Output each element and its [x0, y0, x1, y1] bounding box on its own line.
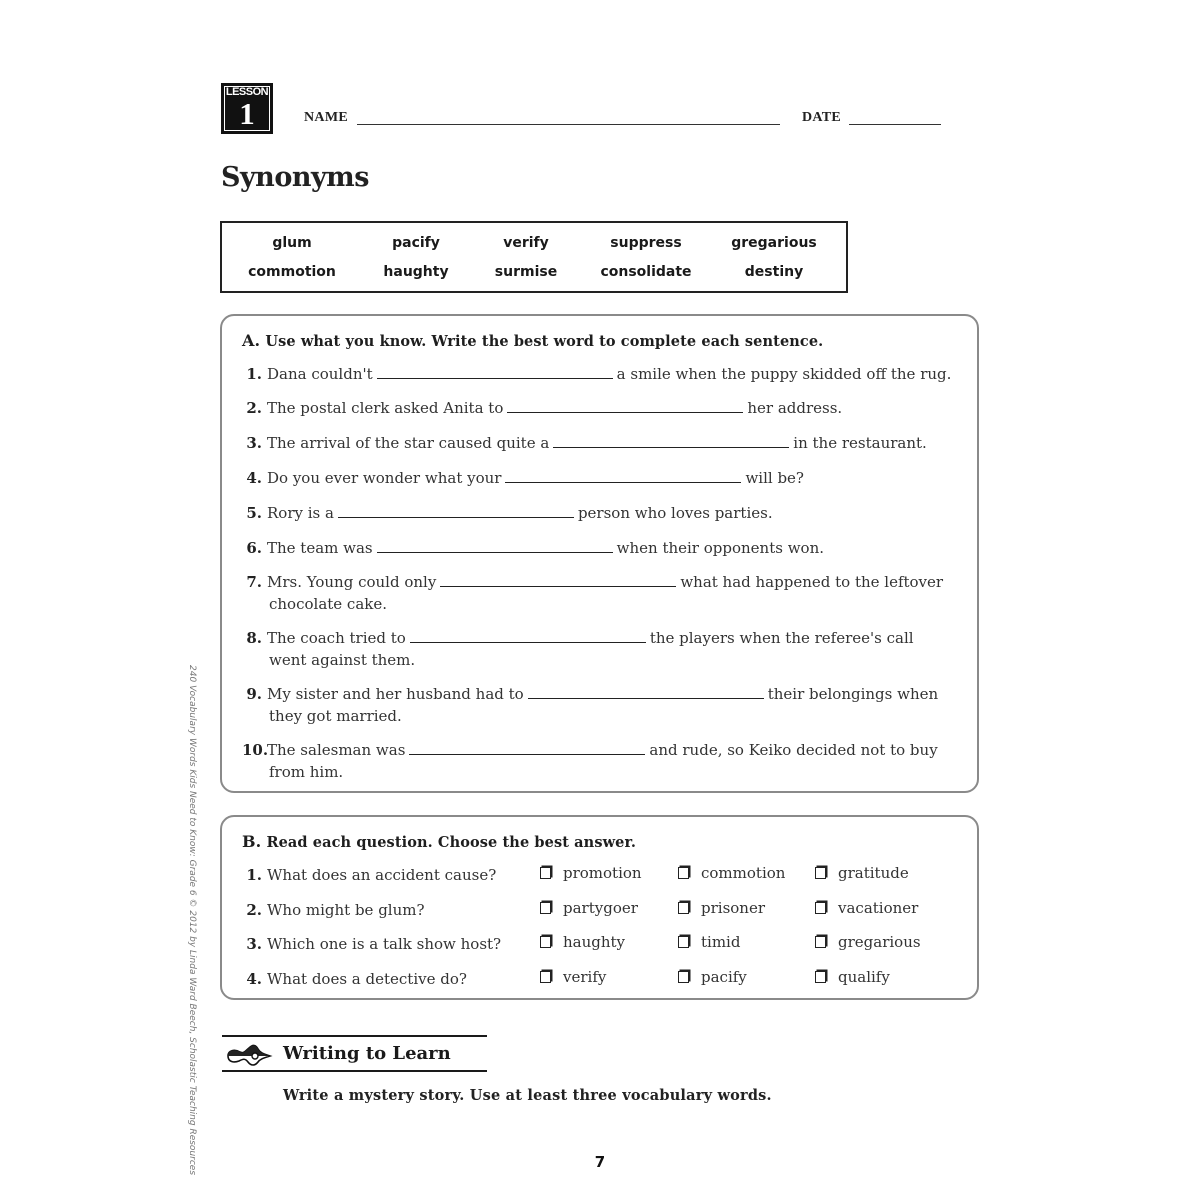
word-bank	[220, 221, 848, 293]
answer-blank[interactable]	[507, 398, 743, 413]
sentence-item	[242, 537, 824, 559]
sentence-item	[242, 502, 773, 524]
item-number: 4.	[246, 469, 262, 487]
answer-blank[interactable]	[528, 684, 764, 699]
date-label: DATE	[802, 110, 842, 125]
question-text: What does a detective do?	[267, 970, 467, 988]
lesson-word: LESSON	[225, 86, 269, 98]
question-text: Who might be glum?	[267, 901, 425, 919]
question-text: Which one is a talk show host?	[267, 935, 502, 953]
answer-option[interactable]	[540, 933, 625, 951]
option-label: partygoer	[563, 899, 638, 917]
sentence-item	[242, 627, 914, 671]
checkbox-icon[interactable]	[678, 902, 689, 914]
sentence-after: when their opponents won.	[616, 539, 825, 557]
name-field[interactable]	[357, 124, 780, 125]
sentence-item	[242, 739, 938, 783]
answer-option[interactable]	[815, 864, 909, 882]
section-b-letter: B.	[242, 832, 262, 851]
word-bank-word: pacify	[392, 235, 440, 251]
sentence-after: her address.	[747, 399, 843, 417]
option-label: gregarious	[838, 933, 921, 951]
writing-to-learn-title: Writing to Learn	[283, 1043, 451, 1064]
answer-option[interactable]	[540, 968, 606, 986]
question-item	[242, 968, 467, 990]
sentence-item	[242, 467, 804, 489]
section-a-letter: A.	[242, 331, 261, 350]
section-a-text: Use what you know. Write the best word to complete each sentence.	[265, 333, 824, 350]
item-number: 3.	[246, 434, 262, 452]
item-number: 10.	[242, 741, 269, 759]
answer-option[interactable]	[815, 933, 921, 951]
page-title: Synonyms	[221, 162, 369, 193]
checkbox-icon[interactable]	[678, 867, 689, 879]
section-a-instruction	[242, 331, 823, 350]
option-label: pacify	[701, 968, 747, 986]
option-label: haughty	[563, 933, 626, 951]
checkbox-icon[interactable]	[815, 867, 826, 879]
checkbox-icon[interactable]	[815, 902, 826, 914]
answer-blank[interactable]	[409, 740, 645, 755]
option-label: timid	[701, 933, 741, 951]
lesson-number: 1	[239, 96, 255, 131]
sentence-item	[242, 397, 842, 419]
word-bank-word: destiny	[744, 264, 804, 280]
sentence-before: The postal clerk asked Anita to	[267, 399, 504, 417]
question-number: 4.	[246, 970, 262, 988]
answer-option[interactable]	[540, 899, 638, 917]
word-bank-word: haughty	[383, 264, 449, 280]
answer-blank[interactable]	[505, 468, 741, 483]
sentence-after: in the restaurant.	[793, 434, 927, 452]
item-number: 9.	[246, 685, 262, 703]
sentence-after: what had happened to the leftover	[680, 573, 944, 591]
sentence-after: will be?	[745, 469, 804, 487]
sentence-continuation: went against them.	[269, 651, 416, 669]
option-label: vacationer	[838, 899, 919, 917]
sentence-before: The salesman was	[267, 741, 406, 759]
item-number: 7.	[246, 573, 262, 591]
question-item	[242, 933, 501, 955]
sentence-continuation: chocolate cake.	[269, 595, 388, 613]
checkbox-icon[interactable]	[540, 936, 551, 948]
word-bank-word: glum	[272, 235, 312, 251]
answer-blank[interactable]	[553, 433, 789, 448]
answer-option[interactable]	[815, 899, 918, 917]
question-number: 2.	[246, 901, 262, 919]
sentence-continuation: from him.	[269, 763, 344, 781]
word-bank-word: gregarious	[731, 235, 817, 251]
sentence-before: The coach tried to	[267, 629, 406, 647]
pen-nib-icon	[225, 1042, 273, 1068]
sentence-continuation: they got married.	[269, 707, 402, 725]
answer-blank[interactable]	[410, 628, 646, 643]
sentence-item	[242, 363, 951, 385]
option-label: promotion	[563, 864, 642, 882]
question-item	[242, 864, 496, 886]
sentence-before: My sister and her husband had to	[267, 685, 524, 703]
sentence-after: person who loves parties.	[577, 504, 773, 522]
sentence-after: and rude, so Keiko decided not to buy	[649, 741, 938, 759]
sentence-after: their belongings when	[767, 685, 939, 703]
checkbox-icon[interactable]	[815, 971, 826, 983]
lesson-badge	[221, 83, 273, 134]
divider	[222, 1035, 487, 1037]
item-number: 5.	[246, 504, 262, 522]
checkbox-icon[interactable]	[540, 867, 551, 879]
answer-blank[interactable]	[377, 364, 613, 379]
question-text: What does an accident cause?	[267, 866, 497, 884]
word-bank-word: suppress	[610, 235, 682, 251]
checkbox-icon[interactable]	[678, 936, 689, 948]
answer-option[interactable]	[815, 968, 890, 986]
sentence-before: Rory is a	[267, 504, 334, 522]
copyright-credit: 240 Vocabulary Words Kids Need to Know: Grade 6 © 2012 by Linda Ward Beech, Scholastic Teaching Resources	[187, 665, 197, 1176]
answer-blank[interactable]	[377, 538, 613, 553]
date-field[interactable]	[849, 124, 941, 125]
sentence-before: Dana couldn't	[267, 365, 373, 383]
answer-option[interactable]	[678, 864, 785, 882]
name-label: NAME	[304, 110, 348, 125]
sentence-item	[242, 683, 938, 727]
sentence-before: Mrs. Young could only	[267, 573, 437, 591]
option-label: prisoner	[701, 899, 766, 917]
word-bank-word: consolidate	[600, 264, 692, 280]
section-b-text: Read each question. Choose the best answer.	[266, 834, 637, 851]
question-number: 3.	[246, 935, 262, 953]
sentence-item	[242, 571, 943, 615]
sentence-before: The team was	[267, 539, 373, 557]
option-label: qualify	[838, 968, 890, 986]
item-number: 6.	[246, 539, 262, 557]
item-number: 2.	[246, 399, 262, 417]
page-number: 7	[594, 1153, 606, 1171]
answer-option[interactable]	[678, 968, 747, 986]
answer-option[interactable]	[678, 933, 740, 951]
word-bank-word: verify	[503, 235, 549, 251]
section-b-instruction	[242, 832, 636, 851]
word-bank-word: commotion	[248, 264, 336, 280]
sentence-after: the players when the referee's call	[649, 629, 914, 647]
sentence-before: Do you ever wonder what your	[267, 469, 502, 487]
divider	[222, 1070, 487, 1072]
answer-option[interactable]	[678, 899, 765, 917]
answer-blank[interactable]	[440, 572, 676, 587]
question-number: 1.	[246, 866, 262, 884]
checkbox-icon[interactable]	[815, 936, 826, 948]
question-item	[242, 899, 425, 921]
word-bank-word: surmise	[494, 264, 558, 280]
option-label: commotion	[701, 864, 786, 882]
answer-option[interactable]	[540, 864, 642, 882]
sentence-item	[242, 432, 927, 454]
checkbox-icon[interactable]	[540, 902, 551, 914]
checkbox-icon[interactable]	[678, 971, 689, 983]
answer-blank[interactable]	[338, 503, 574, 518]
item-number: 8.	[246, 629, 262, 647]
option-label: verify	[563, 968, 607, 986]
checkbox-icon[interactable]	[540, 971, 551, 983]
writing-prompt: Write a mystery story. Use at least three vocabulary words.	[283, 1087, 772, 1104]
item-number: 1.	[246, 365, 262, 383]
sentence-after: a smile when the puppy skidded off the rug.	[616, 365, 952, 383]
option-label: gratitude	[838, 864, 909, 882]
sentence-before: The arrival of the star caused quite a	[267, 434, 550, 452]
